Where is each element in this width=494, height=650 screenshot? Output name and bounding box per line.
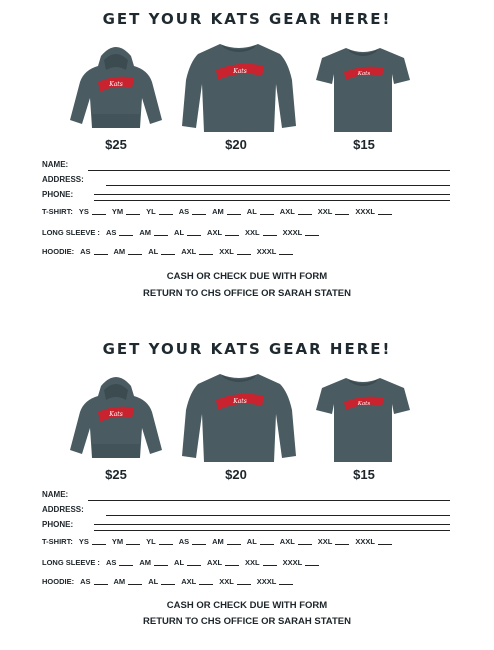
size-option[interactable]: YL [146, 207, 173, 216]
size-option[interactable]: AS [80, 247, 107, 256]
phone-label: PHONE: [42, 190, 74, 199]
form-title: GET YOUR KATS GEAR HERE! [102, 340, 392, 358]
t-shirt-sizes-label: T-SHIRT: [42, 207, 73, 216]
size-option[interactable]: XXL [245, 558, 277, 567]
size-option[interactable]: AS [80, 577, 107, 586]
hoodie-price: $25 [105, 467, 127, 482]
hoodie-sizes [42, 577, 299, 586]
name-field[interactable] [88, 500, 450, 501]
t-shirt-sizes-label: T-SHIRT: [42, 537, 73, 546]
t-shirt-icon [314, 374, 412, 464]
svg-text:Kats: Kats [233, 398, 247, 405]
size-option[interactable]: AL [247, 537, 274, 546]
address-field[interactable] [106, 515, 450, 516]
order-form-bottom [0, 330, 494, 650]
hoodie-icon [66, 372, 166, 464]
name-field[interactable] [88, 170, 450, 171]
size-option[interactable]: YS [79, 207, 106, 216]
hoodie-sizes [42, 247, 299, 256]
t-shirt-sizes [42, 207, 398, 216]
payment-note: CASH OR CHECK DUE WITH FORM [166, 271, 328, 282]
size-option[interactable]: AM [139, 558, 168, 567]
svg-text:Kats: Kats [109, 411, 123, 418]
long-sleeve-sizes [42, 558, 325, 567]
size-option[interactable]: XXXL [355, 537, 392, 546]
size-option[interactable]: YM [112, 537, 140, 546]
size-option[interactable]: AS [179, 537, 206, 546]
hoodie-icon [66, 42, 166, 134]
t-shirt-icon [314, 44, 412, 134]
size-option[interactable]: AL [148, 577, 175, 586]
size-option[interactable]: AXL [207, 558, 239, 567]
t-shirt-price: $15 [353, 467, 375, 482]
size-option[interactable]: AS [106, 558, 133, 567]
name-label: NAME: [42, 490, 69, 499]
phone-field[interactable] [94, 530, 450, 531]
size-option[interactable]: XXXL [283, 558, 320, 567]
long-sleeve-icon [180, 370, 298, 466]
size-option[interactable]: XXXL [283, 228, 320, 237]
size-option[interactable]: XXXL [355, 207, 392, 216]
size-option[interactable]: AS [106, 228, 133, 237]
long-sleeve-price: $20 [225, 137, 247, 152]
size-option[interactable]: XXXL [257, 577, 294, 586]
form-title: GET YOUR KATS GEAR HERE! [102, 10, 392, 28]
return-note: RETURN TO CHS OFFICE OR SARAH STATEN [143, 288, 351, 299]
size-option[interactable]: AXL [181, 577, 213, 586]
long-sleeve-price: $20 [225, 467, 247, 482]
t-shirt-sizes [42, 537, 398, 546]
size-option[interactable]: YL [146, 537, 173, 546]
size-option[interactable]: XXXL [257, 247, 294, 256]
size-option[interactable]: YS [79, 537, 106, 546]
svg-text:Kats: Kats [357, 401, 371, 407]
size-option[interactable]: AM [114, 577, 143, 586]
hoodie-price: $25 [105, 137, 127, 152]
size-option[interactable]: AXL [181, 247, 213, 256]
size-option[interactable]: XXL [245, 228, 277, 237]
size-option[interactable]: AXL [280, 537, 312, 546]
size-option[interactable]: AL [148, 247, 175, 256]
long-sleeve-sizes [42, 228, 325, 237]
size-option[interactable]: AS [179, 207, 206, 216]
address-field[interactable] [106, 185, 450, 186]
address-label: ADDRESS: [42, 505, 84, 514]
return-note: RETURN TO CHS OFFICE OR SARAH STATEN [143, 616, 351, 627]
phone-field[interactable] [94, 200, 450, 201]
size-option[interactable]: AXL [207, 228, 239, 237]
size-option[interactable]: AL [247, 207, 274, 216]
name-label: NAME: [42, 160, 69, 169]
size-option[interactable]: AM [139, 228, 168, 237]
size-option[interactable]: XXL [219, 577, 251, 586]
hoodie-sizes-label: HOODIE: [42, 247, 75, 256]
order-form-top [0, 0, 494, 320]
long-sleeve-sizes-label: LONG SLEEVE : [42, 558, 100, 567]
svg-text:Kats: Kats [233, 68, 247, 75]
size-option[interactable]: XXL [318, 537, 350, 546]
hoodie-sizes-label: HOODIE: [42, 577, 75, 586]
address-line-2[interactable] [94, 194, 450, 195]
size-option[interactable]: AM [114, 247, 143, 256]
size-option[interactable]: XXL [318, 207, 350, 216]
address-label: ADDRESS: [42, 175, 84, 184]
t-shirt-price: $15 [353, 137, 375, 152]
size-option[interactable]: AM [212, 537, 241, 546]
long-sleeve-sizes-label: LONG SLEEVE : [42, 228, 100, 237]
address-line-2[interactable] [94, 524, 450, 525]
phone-label: PHONE: [42, 520, 74, 529]
size-option[interactable]: AXL [280, 207, 312, 216]
size-option[interactable]: AM [212, 207, 241, 216]
size-option[interactable]: AL [174, 558, 201, 567]
size-option[interactable]: XXL [219, 247, 251, 256]
size-option[interactable]: AL [174, 228, 201, 237]
svg-text:Kats: Kats [357, 71, 371, 77]
payment-note: CASH OR CHECK DUE WITH FORM [166, 600, 328, 611]
size-option[interactable]: YM [112, 207, 140, 216]
svg-text:Kats: Kats [109, 81, 123, 88]
long-sleeve-icon [180, 40, 298, 136]
